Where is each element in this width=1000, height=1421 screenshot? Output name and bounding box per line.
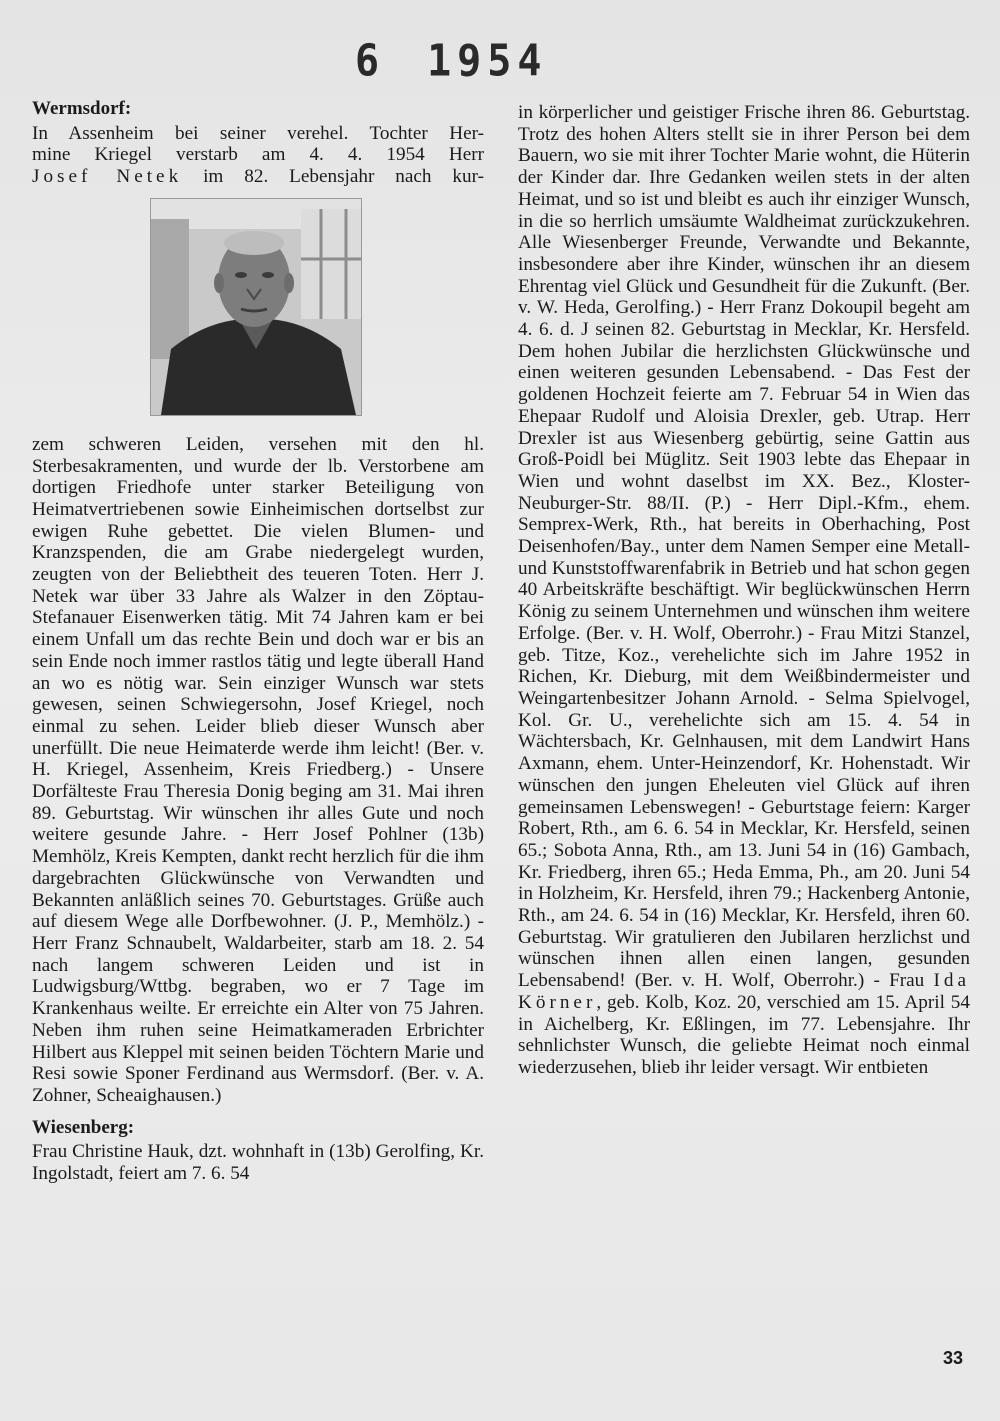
obituary-intro-line-3 <box>32 166 484 188</box>
obituary-body: zem schweren Leiden, versehen mit den hl. Sterbesakramenten, und wurde der lb. Verstorbene am dortigen Friedhofe unter starker Beteiligung von Heimatvertriebenen sowie Einheimischen dortselbst zur ewigen Ruhe gebettet. Die vielen Blumen- und Kranzspenden, die am Grabe niedergelegt wurden, zeugten von der Beliebtheit des teueren Toten. Herr J. Netek war über 33 Jahre als Walzer in den Zöptau-Stefanauer Eisenwerken tätig. Mit 74 Jahren kam er bei einem Unfall um das rechte Bein und doch war er bis an sein Ende noch immer rastlos tätig und legte überall Hand an wo es nötig war. Sein einziger Wunsch war stets gewesen, seinen Schwiegersohn, Josef Kriegel, noch einmal zu sehen. Leider blieb dieser Wunsch aber unerfüllt. Die neue Heimaterde werde ihm leicht! (Ber. v. H. Kriegel, Assenheim, Kreis Friedberg.) - Unsere Dorfälteste Frau Theresia Donig beging am 31. Mai ihren 89. Geburtstag. Wir wünschen ihr alles Gute und noch weitere gesunde Jahre. - Herr Josef Pohlner (13b) Memhölz, Kreis Kempten, dankt recht herzlich für die ihm dargebrachten Glückwünsche von Verwandten und Bekannten anläßlich seines 70. Geburtstages. Grüße auch auf diesem Wege alle Dorfbewohner. (J. P., Memhölz.) - Herr Franz Schnaubelt, Waldarbeiter, starb am 18. 2. 54 nach langem schweren Leiden und ist in Ludwigsburg/Wttbg. begraben, wo er 7 Tage im Krankenhaus weilte. Er erreichte ein Alter von 75 Jahren. Neben ihm ruhen seine Heimatkameraden Erbrichter Hilbert aus Kleppel mit seinen beiden Töchtern Marie und Resi sowie Sponer Ferdinand aus Wermsdorf. (Ber. v. A. Zohner, Scheaighausen.) <box>32 433 484 1106</box>
right-highlight-name: Ida Körner <box>518 970 970 1013</box>
right-text-start: in körperlicher und geistiger Frische ihren 86. Geburtstag. Trotz des hohen Alters stellt sie in ihrer Person bei dem Bauern, wo sie mit ihrer Tochter Marie wohnt, die Hüterin der Kinder dar. Ihre Gedanken weilen stets in der alten Heimat, und so ist und bleibt es auch ihr einziger Wunsch, in die so herrlich umsäumte Waldheimat zurückzukehren. Alle Wiesenberger Freunde, Verwandte und Bekannte, insbesondere aber ihre Kinder, wünschen ihr an diesem Ehrentag viel Glück und Gesundheit für die Zukunft. (Ber. v. W. Heda, Gerolfing.) - Herr Franz Dokoupil begeht am 4. 6. d. J seinen 82. Geburtstag in Mecklar, Kr. Hersfeld. Dem hohen Jubilar die herzlichsten Glückwünsche und einen weiteren gesunden Lebensabend. - Das Fest der goldenen Hochzeit feierte am 7. Februar 54 in Wien das Ehepaar Rudolf und Aloisia Drexler, geb. Utrap. Herr Drexler ist aus Wiesenberg gebürtig, seine Gattin aus Groß-Poidl bei Müglitz. Seit 1903 lebte das Ehepaar in Wien und wohnt daselbst im XX. Bez., Kloster-Neuburger-Str. 88/II. (P.) - Herr Dipl.-Kfm., ehem. Semprex-Werk, Rth., hat bereits in Oberhaching, Post Deisenhofen/Bay., unter dem Namen Semper eine Metall- und Kunststoffwarenfabrik in Betrieb und hat schon gegen 40 Arbeitskräfte beschäftigt. Wir beglückwünschen Herrn König zu seinem Unternehmen und wünschen ihm weitere Erfolge. (Ber. v. H. Wolf, Oberrohr.) - Frau Mitzi Stanzel, geb. Titze, Koz., verehelichte sich im Jahre 1952 in Richen, Kr. Dieburg, mit dem Weißbindermeister und Weingartenbesitzer Johann Arnold. - Selma Spielvogel, Kol. Gr. U., verehelichte sich am 15. 4. 54 in Wächtersbach, Kr. Gelnhausen, mit dem Landwirt Hans Axmann, ehem. Unter-Heinzendorf, Kr. Hohenstadt. Wir wünschen den jungen Eheleuten viel Glück auf ihren gemeinsamen Lebenswegen! - Geburtstage feiern: Karger Robert, Rth., am 6. 6. 54 in Mecklar, Kr. Hersfeld, seinen 65.; Sobota Anna, Rth., am 13. Juni 54 in (16) Gambach, Kr. Friedberg, ihren 65.; Heda Emma, Ph., am 20. Juni 54 in Holzheim, Kr. Hersfeld, ihren 79.; Hackenberg Antonie, Rth., am 24. 6. 54 in (16) Mecklar, Kr. Hersfeld, ihren 60. Geburtstag. Wir gratulieren den Jubilaren herzlichst und wünschen ihnen allen einen langen, gesunden Lebensabend! (Ber. v. H. Wolf, Oberrohr.) - Frau <box>518 102 970 992</box>
right-column-text <box>518 102 970 1079</box>
obituary-intro-end: im 82. Lebensjahr nach kur- <box>182 166 485 188</box>
portrait-photo <box>150 198 362 416</box>
issue-year: 1954 <box>427 35 548 87</box>
section-heading-wiesenberg: Wiesenberg: <box>32 1116 135 1138</box>
birthday-intro: Frau Christine Hauk, dzt. wohnhaft in (13b) Gerolfing, Kr. Ingolstadt, feiert am 7. 6. 54 <box>32 1141 484 1185</box>
page-number: 33 <box>943 1348 964 1368</box>
section-heading-wermsdorf: Wermsdorf: <box>32 98 132 119</box>
right-text-end: , geb. Kolb, Koz. 20, verschied am 15. April 54 in Aichelberg, Kr. Eßlingen, im 77. Lebensjahre. Ihr sehnlichster Wunsch, die geliebte Heimat noch einmal wiederzusehen, blieb ihr leider versagt. Wir entbieten <box>518 991 970 1078</box>
obituary-intro-line-2: mine Kriegel verstarb am 4. 4. 1954 Herr <box>32 144 484 166</box>
right-column <box>518 102 970 1079</box>
obituary-intro-line-1: In Assenheim bei seiner verehel. Tochter Her- <box>32 122 484 144</box>
deceased-name: Josef Netek <box>32 166 183 188</box>
left-column <box>32 98 484 1185</box>
portrait-image <box>151 199 361 415</box>
issue-header <box>355 36 547 87</box>
issue-number: 6 <box>355 35 386 87</box>
